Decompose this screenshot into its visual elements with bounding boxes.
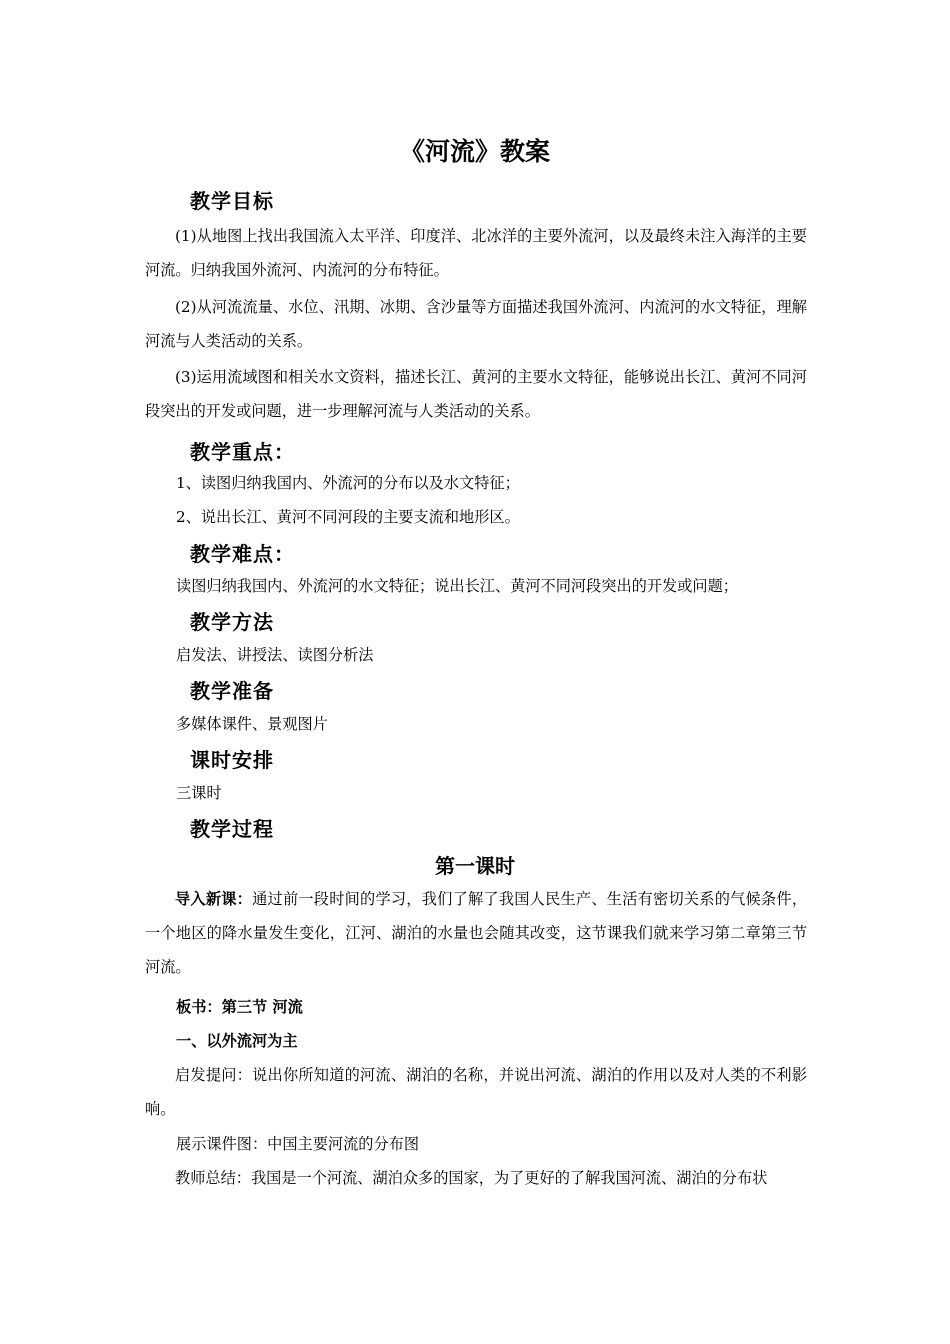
intro-paragraph	[145, 882, 807, 984]
key-point-2: 2、说出长江、黄河不同河段的主要支流和地形区。	[176, 508, 520, 526]
summary-paragraph: 教师总结：我国是一个河流、湖泊众多的国家，为了更好的了解我国河流、湖泊的分布状	[175, 1169, 768, 1187]
subheading-exterior-rivers: 一、以外流河为主	[176, 1032, 298, 1050]
heading-difficulties: 教学难点：	[190, 542, 295, 566]
heading-schedule: 课时安排	[190, 748, 274, 772]
question-paragraph: 启发提问：说出你所知道的河流、湖泊的名称，并说出河流、湖泊的作用以及对人类的不利影响。	[145, 1066, 807, 1118]
objective-item-1: (1)从地图上找出我国流入太平洋、印度洋、北冰洋的主要外流河，以及最终未注入海洋的主要河流。归纳我国外流河、内流河的分布特征。	[145, 227, 807, 279]
intro-label: 导入新课：	[175, 890, 253, 908]
lesson-heading: 第一课时	[435, 854, 515, 878]
preparation-text: 多媒体课件、景观图片	[176, 715, 328, 733]
heading-preparation: 教学准备	[190, 679, 274, 703]
document-title: 《河流》教案	[399, 137, 550, 166]
show-courseware: 展示课件图：中国主要河流的分布图	[176, 1135, 419, 1153]
key-point-1: 1、读图归纳我国内、外流河的分布以及水文特征；	[176, 474, 520, 492]
board-title: 板书：第三节 河流	[176, 998, 303, 1016]
methods-text: 启发法、讲授法、读图分析法	[176, 646, 374, 664]
heading-methods: 教学方法	[190, 610, 274, 634]
difficulties-text: 读图归纳我国内、外流河的水文特征；说出长江、黄河不同河段突出的开发或问题；	[176, 577, 738, 595]
schedule-text: 三课时	[176, 784, 222, 802]
objective-item-3: (3)运用流域图和相关水文资料，描述长江、黄河的主要水文特征，能够说出长江、黄河不同河段突出的开发或问题，进一步理解河流与人类活动的关系。	[145, 368, 807, 420]
heading-process: 教学过程	[190, 817, 274, 841]
objective-item-2: (2)从河流流量、水位、汛期、冰期、含沙量等方面描述我国外流河、内流河的水文特征，理解河流与人类活动的关系。	[145, 298, 807, 350]
heading-objectives: 教学目标	[190, 189, 274, 213]
intro-text: 通过前一段时间的学习，我们了解了我国人民生产、生活有密切关系的气候条件，一个地区的降水量发生变化，江河、湖泊的水量也会随其改变，这节课我们就来学习第二章第三节河流。	[145, 890, 808, 976]
heading-key-points: 教学重点：	[190, 440, 295, 464]
